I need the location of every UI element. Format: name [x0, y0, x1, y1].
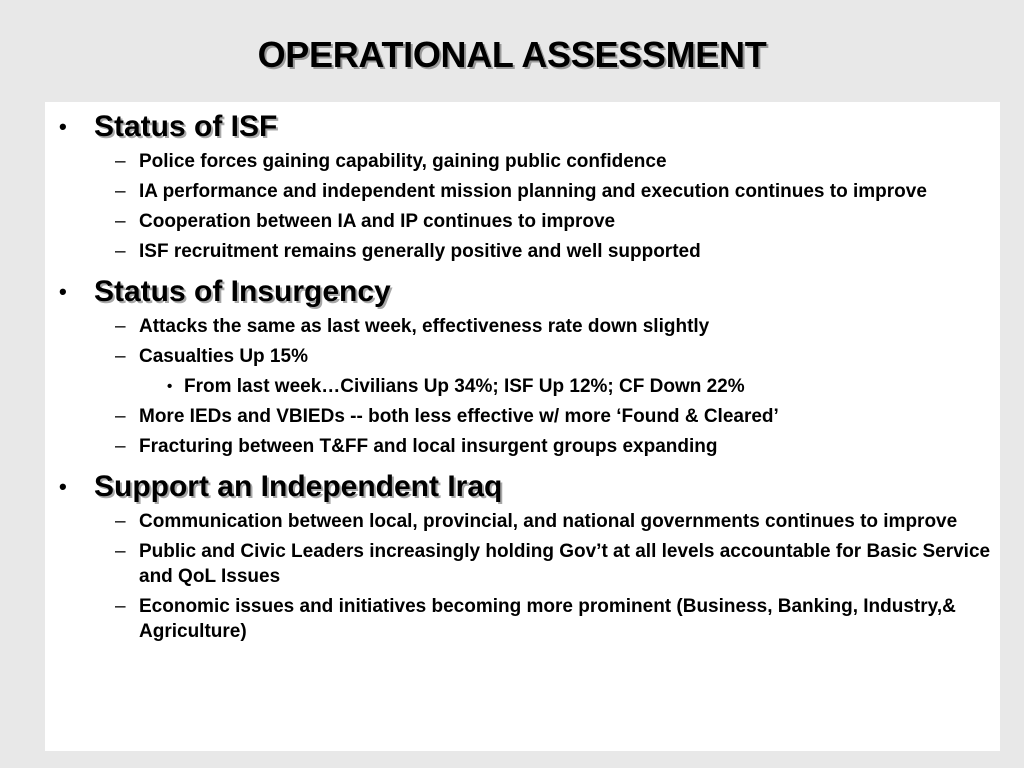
list-item-text: ISF recruitment remains generally positive and well supported [139, 241, 701, 262]
dash-marker: – [115, 151, 126, 172]
list-item-text: Cooperation between IA and IP continues to improve [139, 211, 616, 232]
section-heading-text: Status of ISF [94, 110, 278, 143]
list-item [55, 539, 995, 589]
bullet-marker: • [59, 474, 67, 499]
list-item [55, 239, 995, 264]
dash-marker: – [115, 241, 126, 262]
bullet-marker: • [59, 279, 67, 304]
list-item [55, 434, 995, 459]
list-item-text: Communication between local, provincial, and national governments continues to improve [139, 511, 958, 532]
section-items-independent-iraq [55, 509, 995, 644]
list-item [55, 179, 995, 204]
list-item-text: Economic issues and initiatives becoming more prominent (Business, Banking, Industry,& Agriculture) [139, 596, 956, 642]
list-item-text: Fracturing between T&FF and local insurgent groups expanding [139, 436, 718, 457]
list-item [55, 314, 995, 339]
section-items-insurgency [55, 314, 995, 459]
slide-title: OPERATIONAL ASSESSMENT [257, 34, 767, 75]
dash-marker: – [115, 181, 126, 202]
list-item [55, 209, 995, 234]
section-heading-text: Support an Independent Iraq [94, 470, 503, 503]
list-item-text: Public and Civic Leaders increasingly holding Gov’t at all levels accountable for Basic Service and QoL Issues [139, 541, 991, 587]
dash-marker: – [115, 211, 126, 232]
bullet-marker: • [59, 114, 67, 139]
dash-marker: – [115, 511, 126, 532]
sub-list-item-text: From last week…Civilians Up 34%; ISF Up 12%; CF Down 22% [184, 376, 745, 397]
list-item [55, 594, 995, 644]
bullet-marker: • [167, 378, 173, 395]
list-item-text: Police forces gaining capability, gaining public confidence [139, 151, 667, 172]
dash-marker: – [115, 406, 126, 427]
section-heading-insurgency [55, 273, 995, 311]
list-item-text: Casualties Up 15% [139, 346, 308, 367]
section-heading-text: Status of Insurgency [94, 275, 391, 308]
list-item-text: Attacks the same as last week, effectiveness rate down slightly [139, 316, 710, 337]
list-item-text: IA performance and independent mission planning and execution continues to improve [139, 181, 927, 202]
dash-marker: – [115, 436, 126, 457]
list-item [55, 509, 995, 534]
dash-marker: – [115, 346, 126, 367]
bullet-list [55, 108, 995, 653]
dash-marker: – [115, 541, 126, 562]
section-heading-isf [55, 108, 995, 146]
list-item-text: More IEDs and VBIEDs -- both less effective w/ more ‘Found & Cleared’ [139, 406, 779, 427]
content-panel [45, 102, 1000, 751]
sub-list-item [55, 374, 995, 399]
list-item [55, 404, 995, 429]
dash-marker: – [115, 316, 126, 337]
list-item [55, 149, 995, 174]
list-item [55, 344, 995, 369]
dash-marker: – [115, 596, 126, 617]
section-items-isf [55, 149, 995, 264]
section-heading-independent-iraq [55, 468, 995, 506]
